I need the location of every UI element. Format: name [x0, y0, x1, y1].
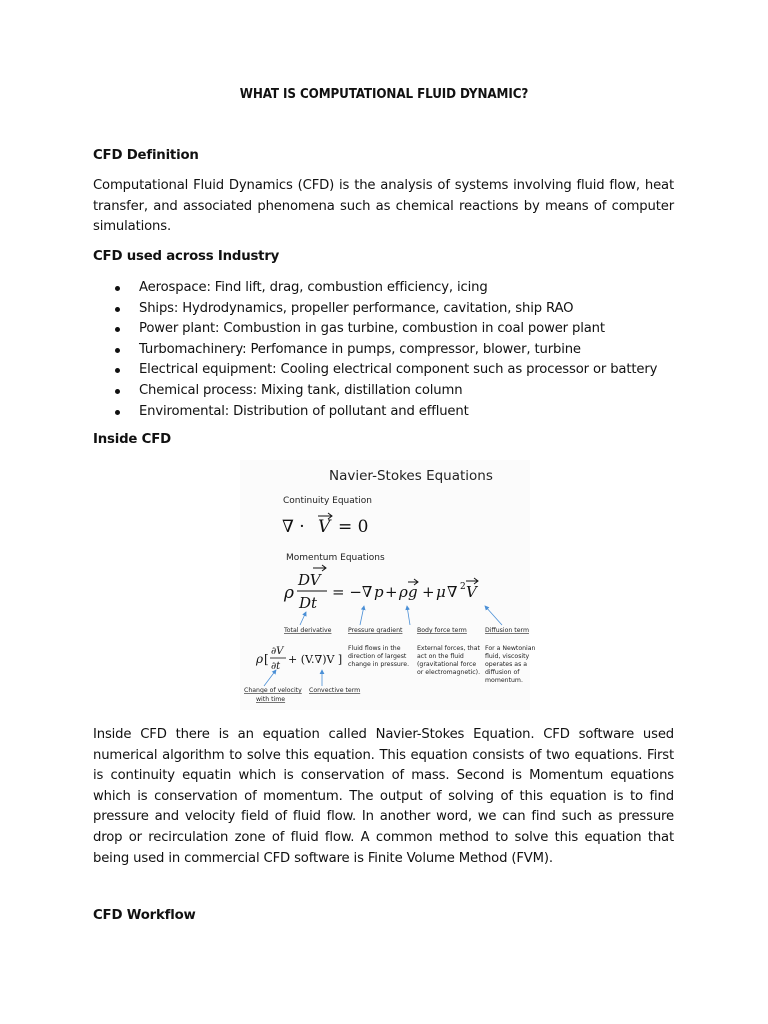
- svg-text:+ (V.∇)V ]: + (V.∇)V ]: [288, 653, 343, 666]
- body-force-desc-2: act on the fluid: [417, 653, 464, 660]
- svg-text:ρ: ρ: [284, 583, 294, 603]
- pressure-gradient-desc-3: change in pressure.: [348, 661, 410, 668]
- list-item: Enviromental: Distribution of pollutant and effluent: [93, 402, 657, 423]
- bullet-icon: [115, 327, 120, 332]
- svg-text:μ: μ: [436, 583, 446, 601]
- diffusion-desc-2: fluid, viscosity: [485, 653, 530, 660]
- heading-inside-cfd: Inside CFD: [93, 432, 171, 447]
- svg-text:∇: ∇: [447, 583, 458, 601]
- definition-paragraph: Computational Fluid Dynamics (CFD) is the analysis of systems involving fluid flow, heat transfer, and associated phenomena such as chemical reactions by means of computer simulations.: [93, 178, 674, 235]
- total-derivative-label: Total derivative: [284, 627, 332, 634]
- bullet-icon: [115, 286, 120, 291]
- body-force-desc-1: External forces, that: [417, 645, 480, 652]
- continuity-equation: [282, 513, 368, 537]
- body-force-desc-4: or electromagnetic).: [417, 669, 481, 676]
- bullet-icon: [115, 307, 120, 312]
- svg-text:∇ ·: ∇ ·: [282, 517, 305, 537]
- list-item: Chemical process: Mixing tank, distillation column: [93, 381, 657, 402]
- pressure-gradient-label: Pressure gradient: [348, 627, 403, 634]
- svg-text:V: V: [466, 583, 477, 601]
- bullet-icon: [115, 348, 120, 353]
- change-velocity-label-1: Change of velocity: [244, 687, 302, 694]
- pressure-gradient-desc-1: Fluid flows in the: [348, 645, 401, 652]
- svg-text:∂V: ∂V: [271, 646, 284, 657]
- figure-title: Navier-Stokes Equations: [329, 468, 493, 484]
- heading-cfd-definition: CFD Definition: [93, 148, 199, 163]
- bullet-icon: [115, 368, 120, 373]
- svg-text:p: p: [374, 583, 384, 601]
- continuity-label: Continuity Equation: [283, 496, 373, 506]
- svg-text:V: V: [318, 517, 331, 537]
- document-title: WHAT IS COMPUTATIONAL FLUID DYNAMIC?: [239, 87, 529, 102]
- svg-text:g: g: [408, 583, 418, 601]
- svg-text:= −∇: = −∇: [332, 583, 373, 601]
- change-velocity-label-2: with time: [256, 696, 286, 703]
- svg-text:= 0: = 0: [338, 517, 369, 537]
- pressure-gradient-desc-2: direction of largest: [348, 653, 407, 660]
- svg-text:2: 2: [460, 582, 466, 592]
- bullet-icon: [115, 410, 120, 415]
- diffusion-desc-4: diffusion of: [485, 669, 520, 676]
- list-item: Electrical equipment: Cooling electrical component such as processor or battery: [93, 360, 657, 381]
- industry-list: [93, 278, 657, 422]
- inside-cfd-paragraph: Inside CFD there is an equation called Navier-Stokes Equation. CFD software used numerical algorithm to solve this equation. This equation consists of two equations. First is continuity equatin which is conservation of mass. Second is Momentum equations which is conservation of momentum. The output of solving of this equation is to find pressure and velocity field of fluid flow. In another word, we can find such as pressure drop or recirculation zone of fluid flow. A common method to solve this equation that being used in commercial CFD software is Finite Volume Method (FVM).: [93, 727, 674, 866]
- diffusion-desc-3: operates as a: [485, 661, 528, 668]
- list-item: Turbomachinery: Perfomance in pumps, compressor, blower, turbine: [93, 340, 657, 361]
- svg-text:∂t: ∂t: [271, 661, 281, 672]
- bullet-icon: [115, 389, 120, 394]
- body-force-label: Body force term: [417, 627, 467, 634]
- convective-term-label: Convective term: [309, 687, 361, 694]
- svg-text:DV: DV: [298, 571, 321, 589]
- svg-text:+: +: [422, 583, 435, 601]
- svg-text:ρ: ρ: [399, 583, 408, 601]
- list-item: Aerospace: Find lift, drag, combustion efficiency, icing: [93, 278, 657, 299]
- list-item: Ships: Hydrodynamics, propeller performance, cavitation, ship RAO: [93, 299, 657, 320]
- heading-cfd-workflow: CFD Workflow: [93, 908, 196, 923]
- svg-text:+: +: [385, 583, 398, 601]
- svg-text:Dt: Dt: [299, 594, 318, 612]
- navier-stokes-figure: [240, 460, 536, 710]
- momentum-label: Momentum Equations: [286, 553, 385, 563]
- svg-text:[: [: [264, 652, 269, 666]
- diffusion-desc-1: For a Newtonian: [485, 645, 536, 652]
- diffusion-desc-5: momentum.: [485, 677, 523, 684]
- heading-cfd-industry: CFD used across Industry: [93, 249, 280, 264]
- diffusion-label: Diffusion term: [485, 627, 529, 634]
- body-force-desc-3: (gravitational force: [417, 661, 477, 668]
- svg-text:ρ: ρ: [256, 652, 264, 666]
- list-item: Power plant: Combustion in gas turbine, combustion in coal power plant: [93, 319, 657, 340]
